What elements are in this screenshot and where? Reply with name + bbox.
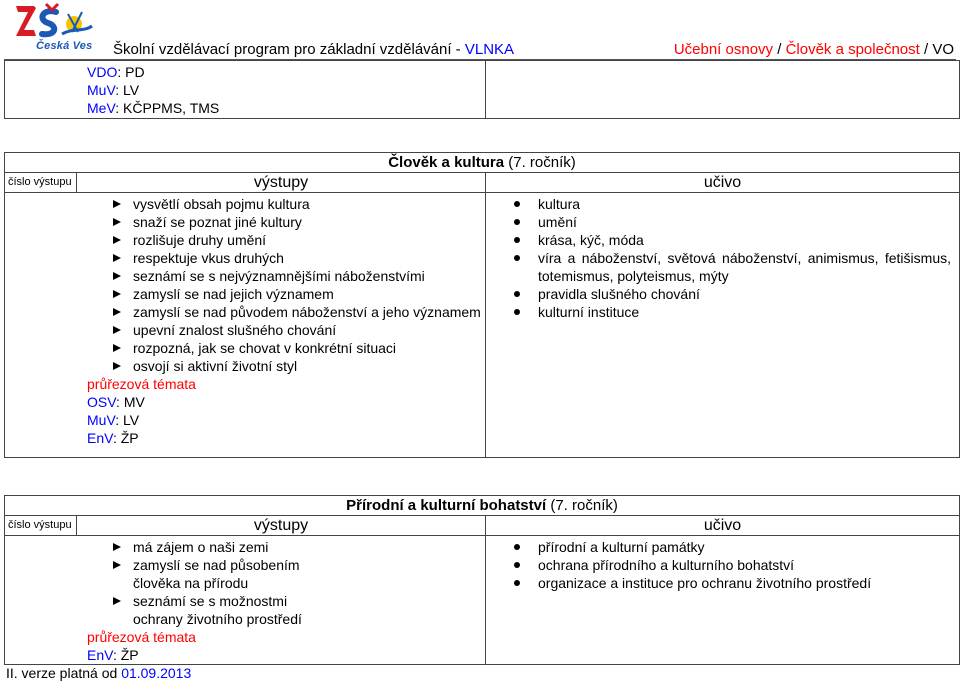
list-item: vysvětlí obsah pojmu kultura <box>109 195 485 213</box>
logo-caption: Česká Ves <box>36 40 93 52</box>
list-item: organizace a instituce pro ochranu životního prostředí <box>514 574 951 592</box>
document-title <box>113 41 514 58</box>
list-item: krása, kýč, móda <box>514 231 951 249</box>
content-list <box>486 538 959 592</box>
section-table-heritage <box>4 495 960 665</box>
theme-line: OSV: MV <box>87 394 145 410</box>
version-date: 01.09.2013 <box>121 665 192 681</box>
list-item: osvojí si aktivní životní styl <box>109 357 485 375</box>
list-item: seznámí se s možnostmi ochrany životního prostředí <box>109 592 335 628</box>
themes-list <box>5 61 485 117</box>
list-item: rozpozná, jak se chovat v konkrétní situaci <box>109 339 485 357</box>
list-item: zamyslí se nad působením člověka na přírodu <box>109 556 335 592</box>
list-item: ochrana přírodního a kulturního bohatství <box>514 556 951 574</box>
theme-line: MuV: LV <box>87 82 140 98</box>
list-item: rozlišuje druhy umění <box>109 231 485 249</box>
column-header-number: číslo výstupu <box>5 516 77 536</box>
zs-logo-icon <box>12 2 104 44</box>
list-item: přírodní a kulturní památky <box>514 538 951 556</box>
outputs-list <box>5 195 485 375</box>
themes-heading: průřezová témata <box>87 629 196 645</box>
theme-line: MuV: LV <box>87 412 140 428</box>
list-item: upevní znalost slušného chování <box>109 321 485 339</box>
list-item: respektuje vkus druhých <box>109 249 485 267</box>
section-table-culture <box>4 152 960 458</box>
column-header-outputs: výstupy <box>77 173 486 193</box>
column-header-outputs: výstupy <box>77 516 486 536</box>
section-title: Člověk a kultura (7. ročník) <box>5 153 960 173</box>
theme-line: VDO: PD <box>87 64 145 80</box>
column-header-content: učivo <box>486 173 960 193</box>
breadcrumb-tail: / VO <box>919 41 954 58</box>
program-highlight: VLNKA <box>464 41 515 58</box>
previous-section-tail <box>4 60 960 119</box>
list-item: kulturní instituce <box>514 303 951 321</box>
themes-heading: průřezová témata <box>87 376 196 392</box>
outputs-cell <box>5 193 486 458</box>
breadcrumb <box>674 41 954 58</box>
content-cell <box>486 536 960 665</box>
outputs-list <box>5 538 485 628</box>
breadcrumb-subject: Člověk a společnost <box>785 41 920 58</box>
list-item: zamyslí se nad původem náboženství a jeho významem <box>109 303 485 321</box>
content-cell <box>486 193 960 458</box>
list-item: má zájem o naši zemi <box>109 538 335 556</box>
theme-line: MeV: KČPPMS, TMS <box>87 100 220 116</box>
list-item: pravidla slušného chování <box>514 285 951 303</box>
theme-line: EnV: ŽP <box>87 647 139 663</box>
breadcrumb-separator: / <box>773 41 786 58</box>
section-title: Přírodní a kulturní bohatství (7. ročník) <box>5 496 960 516</box>
list-item: snaží se poznat jiné kultury <box>109 213 485 231</box>
program-name: Školní vzdělávací program pro základní vzdělávání - <box>113 41 465 58</box>
outputs-cell <box>5 536 486 665</box>
list-item: víra a náboženství, světová náboženství, animismus, fetišismus, totemismus, polyteismus, mýty <box>514 249 951 285</box>
list-item: seznámí se s nejvýznamnějšími náboženstvími <box>109 267 485 285</box>
column-header-content: učivo <box>486 516 960 536</box>
content-list <box>486 195 959 321</box>
theme-line: EnV: ŽP <box>87 430 139 446</box>
version-footer: II. verze platná od 01.09.2013 <box>6 665 192 681</box>
list-item: zamyslí se nad jejich významem <box>109 285 485 303</box>
list-item: kultura <box>514 195 951 213</box>
column-header-number: číslo výstupu <box>5 173 77 193</box>
breadcrumb-osnovy: Učební osnovy <box>673 41 774 58</box>
list-item: umění <box>514 213 951 231</box>
